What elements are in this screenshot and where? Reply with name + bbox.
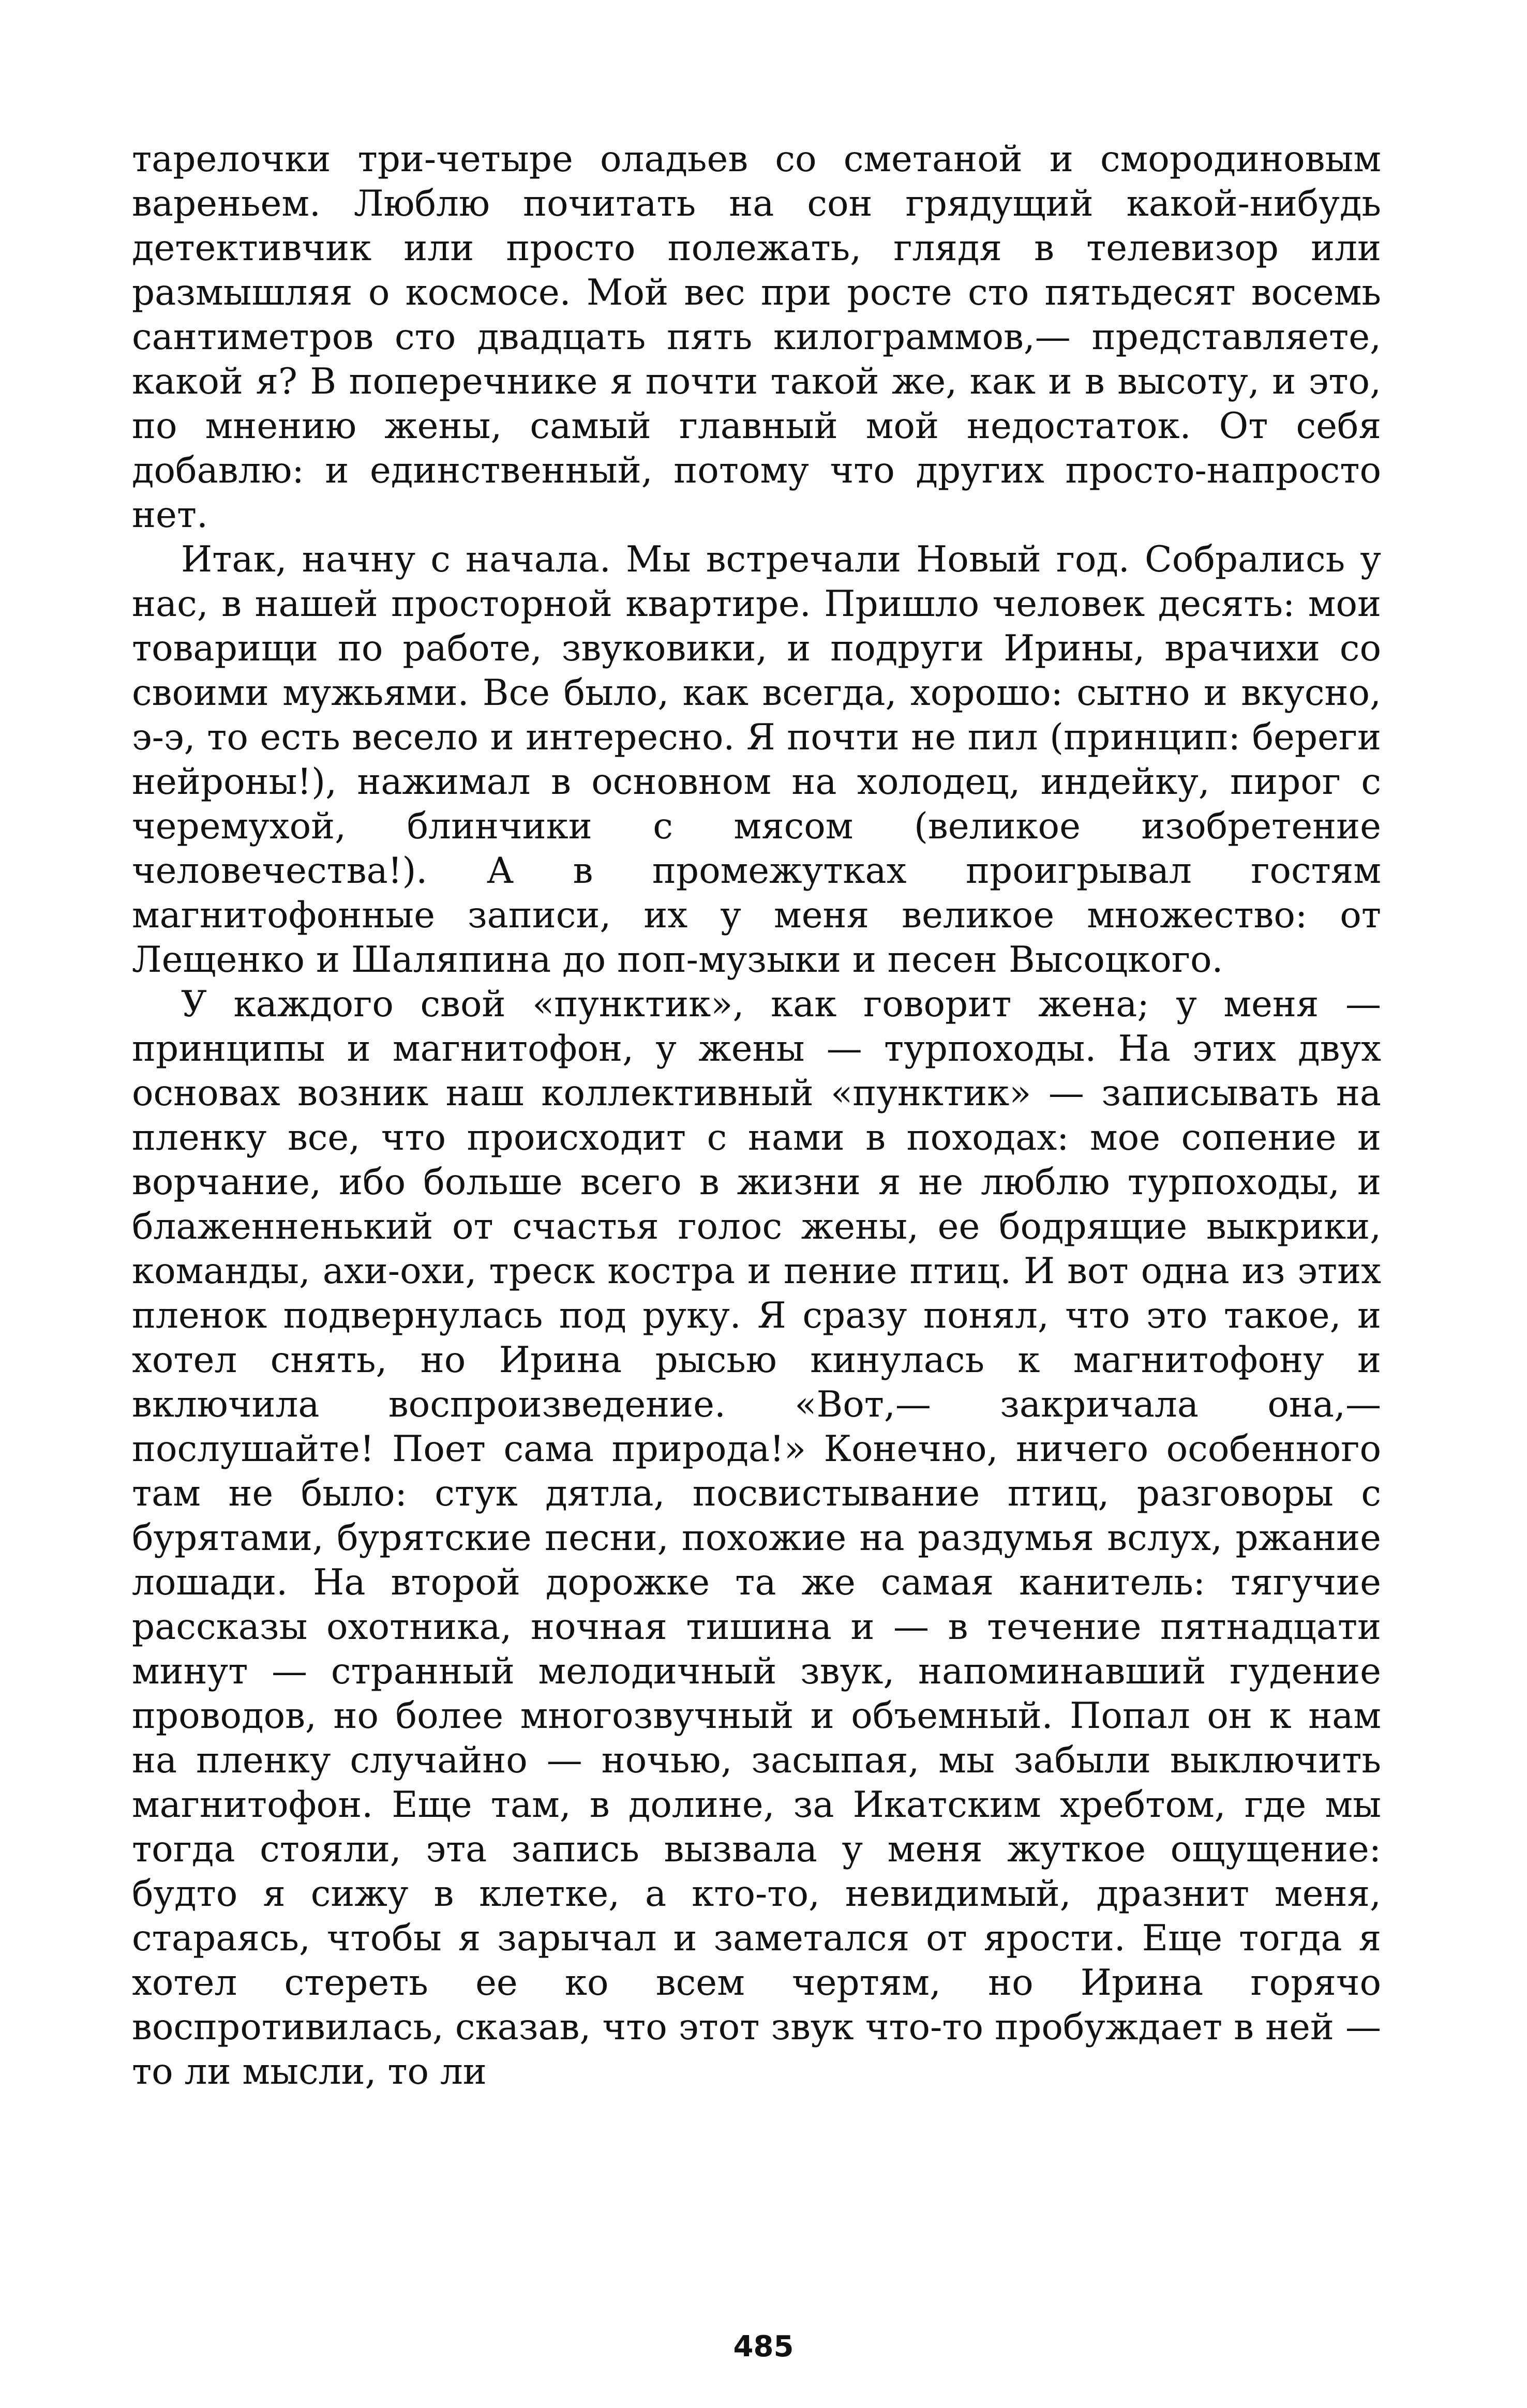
paragraph-3: У каждого свой «пунктик», как говорит жена; у меня — принципы и магнитофон, у жены — турпоходы. На этих двух основах возник наш коллективный «пунктик» — записывать на пленку все, что происходит с нами в походах: мое сопение и ворчание, ибо больше всего в жизни я не люблю турпоходы, и блаженненький от счастья голос жены, ее бодрящие выкрики, команды, ахи-охи, треск костра и пение птиц. И вот одна из этих пленок подвернулась под руку. Я сразу понял, что это такое, и хотел снять, но Ирина рысью кинулась к магнитофону и включила воспроизведение. «Вот,— закричала она,— послушайте! Поет сама природа!» Конечно, ничего особенного там не было: стук дятла, посвистывание птиц, разговоры с бурятами, бурятские песни, похожие на раздумья вслух, ржание лошади. На второй дорожке та же самая канитель: тягучие рассказы охотника, ночная тишина и — в течение пятнадцати минут — странный мелодичный звук, напоминавший гудение проводов, но более многозвучный и объемный. Попал он к нам на пленку случайно — ночью, засыпая, мы забыли выключить магнитофон. Еще там, в долине, за Икатским хребтом, где мы тогда стояли, эта запись вызвала у меня жуткое ощущение: будто я сижу в клетке, а кто-то, невидимый, дразнит меня, стараясь, чтобы я зарычал и заметался от ярости. Еще тогда я хотел стереть ее ко всем чертям, но Ирина горячо воспротивилась, сказав, что этот звук что-то пробуждает в ней — то ли мысли, то ли <box>132 984 1381 2093</box>
paragraph-1: тарелочки три-четыре оладьев со сметаной и смородиновым вареньем. Люблю почитать на сон грядущий какой-нибудь детективчик или просто полежать, глядя в телевизор или размышляя о космосе. Мой вес при росте сто пятьдесят восемь сантиметров сто двадцать пять килограммов,— представляете, какой я? В поперечнике я почти такой же, как и в высоту, и это, по мнению жены, самый главный мой недостаток. От себя добавлю: и единственный, потому что других просто-напросто нет. <box>132 139 1381 536</box>
body-text <box>132 137 1381 2094</box>
page-number: 485 <box>733 2330 794 2364</box>
paragraph-2: Итак, начну с начала. Мы встречали Новый год. Собрались у нас, в нашей просторной квартире. Пришло человек десять: мои товарищи по работе, звуковики, и подруги Ирины, врачихи со своими мужьями. Все было, как всегда, хорошо: сытно и вкусно, э-э, то есть весело и интересно. Я почти не пил (принцип: береги нейроны!), нажимал в основном на холодец, индейку, пирог с черемухой, блинчики с мясом (великое изобретение человечества!). А в промежутках проигрывал гостям магнитофонные записи, их у меня великое множество: от Лещенко и Шаляпина до поп-музыки и песен Высоцкого. <box>132 539 1381 981</box>
